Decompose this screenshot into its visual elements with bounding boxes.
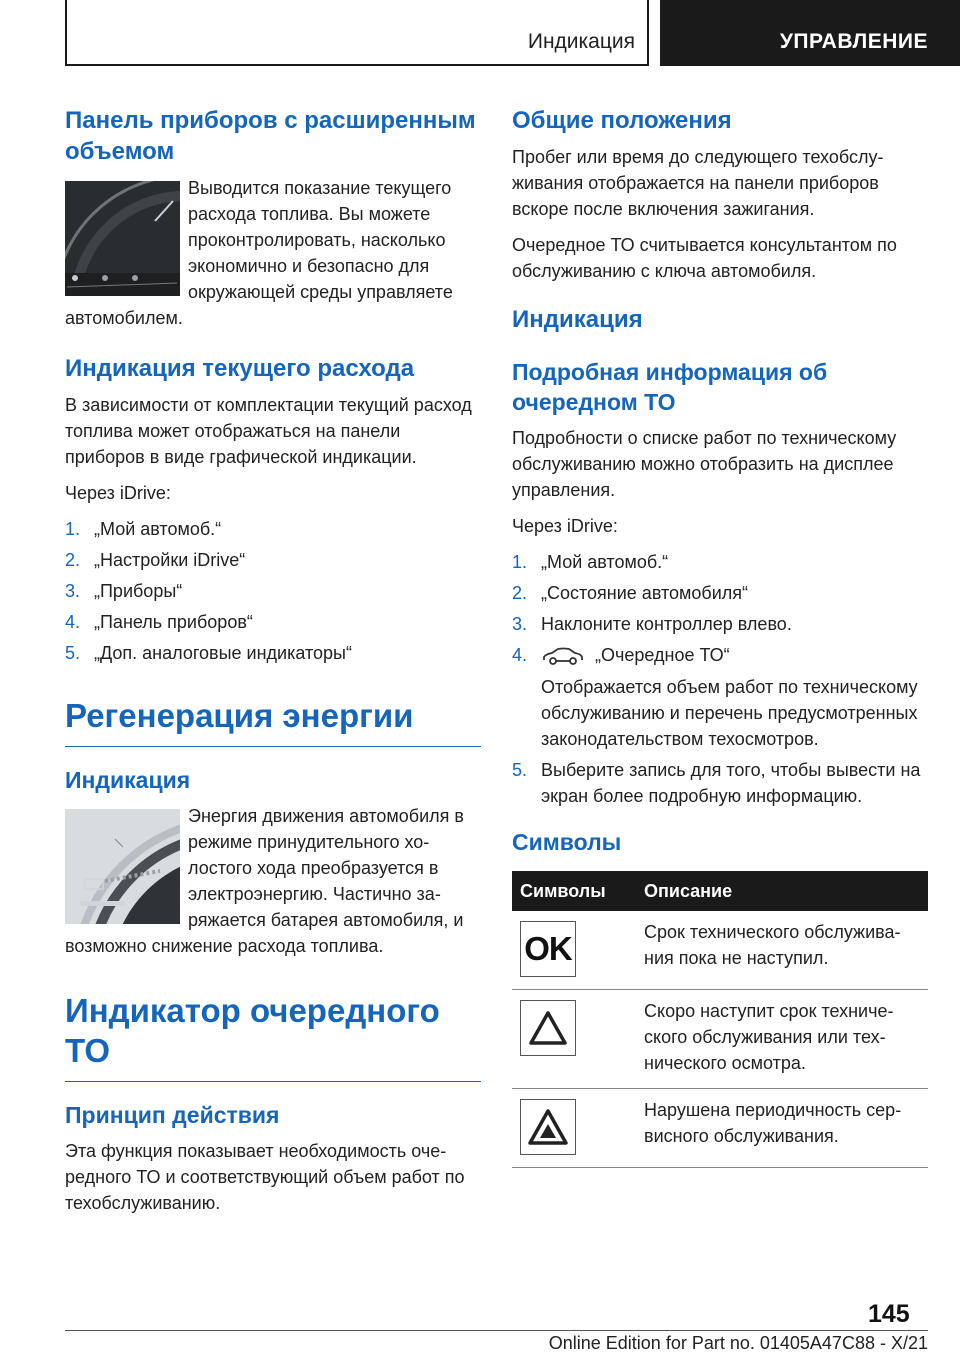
- idrive-label-right: Через iDrive:: [512, 516, 618, 536]
- header-chapter-tab: [660, 0, 960, 66]
- list-item: 5. Выберите запись для того, чтобы вывести на экран более подробную информацию.: [512, 760, 921, 806]
- ok-symbol-icon: OK: [520, 921, 576, 977]
- list-item: 5. „Доп. аналоговые индикаторы“: [65, 643, 352, 663]
- general-text-1: Пробег или время до следующего техобслуживания отображается на панели приборов вскоре после включения зажигания.: [512, 147, 884, 219]
- table-cell-description: Нарушена периодичность сервисного обслуживания.: [636, 1089, 928, 1168]
- table-header-description: Описание: [636, 871, 928, 911]
- section-title-indication: Индикация: [512, 306, 643, 333]
- header-section-title: Индикация: [527, 30, 635, 53]
- table-cell-description: Срок технического обслуживания пока не наступил.: [636, 911, 928, 990]
- table-cell-description: Скоро наступит срок технического обслуживания или технического осмотра.: [636, 990, 928, 1089]
- header-section-box: [65, 0, 649, 66]
- table-row: [512, 1089, 928, 1168]
- idrive-label: Через iDrive:: [65, 483, 171, 503]
- step-4-details: Отображается объем работ по техническому обслуживанию и перечень предусмотренных законодательством техосмотров.: [541, 677, 918, 749]
- table-row: [512, 990, 928, 1089]
- list-item: 2. „Настройки iDrive“: [65, 550, 246, 570]
- left-column: [65, 100, 481, 1226]
- service-principle-text: Эта функция показывает необходимость очередного ТО и соответствующий объем работ по техобслуживанию.: [65, 1141, 465, 1213]
- subheading-service-details: Подробная информация об очередном ТО: [512, 359, 828, 415]
- current-consumption-text: В зависимости от комплектации текущий расход топлива может отображаться на панели приборов в виде графической индикации.: [65, 395, 472, 467]
- service-details-text: Подробности о списке работ по техническому обслуживанию можно отобразить на дисплее управления.: [512, 428, 897, 500]
- extended-panel-text: Выводится показание текущего расхода топлива. Вы можете проконтролировать, насколько экономично и безопасно для окружающей среды управляете автомобилем.: [65, 178, 453, 328]
- header-chapter-title: УПРАВЛЕНИЕ: [779, 30, 928, 53]
- subheading-principle: Принцип действия: [65, 1102, 280, 1128]
- section-title-current-consumption: Индикация текущего расхода: [65, 355, 415, 382]
- general-text-2: Очередное ТО считывается консультантом по обслуживанию с ключа автомобиля.: [512, 235, 897, 281]
- list-item: 4. „Очередное ТО“ Отображается объем работ по техническому обслуживанию и перечень предусмотренных законодательством техосмотров.: [512, 642, 928, 752]
- triangle-alert-symbol-icon: [520, 1099, 576, 1155]
- table-header-symbols: Символы: [512, 871, 636, 911]
- footer-edition: Online Edition for Part no. 01405A47C88 - X/21: [548, 1333, 928, 1353]
- energy-regeneration-text: Энергия движения автомобиля в режиме принудительного холостого хода преобразуется в электроэнергию. Частично заряжается батарея автомобиля, и возможно снижение расхода топлива.: [65, 806, 464, 956]
- heading-energy-regeneration: Регенерация энергии: [65, 696, 481, 747]
- list-item: 3. „Приборы“: [65, 581, 183, 601]
- section-title-extended-panel: Панель приборов с расширенным объемом: [65, 107, 476, 165]
- car-service-icon: [541, 646, 585, 666]
- list-item: 4. „Панель приборов“: [65, 612, 253, 632]
- list-item: 3. Наклоните контроллер влево.: [512, 614, 792, 634]
- list-item: 1. „Мой автомоб.“: [512, 552, 669, 572]
- subheading-indication: Индикация: [65, 767, 191, 793]
- section-title-general: Общие положения: [512, 107, 732, 134]
- page-number: 145: [868, 1300, 910, 1328]
- right-steps-list: [512, 549, 928, 809]
- symbols-table: [512, 871, 928, 1168]
- right-column: [512, 100, 928, 1168]
- list-item: 2. „Состояние автомобиля“: [512, 583, 749, 603]
- footer-divider: [65, 1330, 928, 1331]
- left-steps-list: [65, 516, 481, 666]
- efficient-dynamics-gauge-image: [65, 809, 180, 924]
- list-item: 1. „Мой автомоб.“: [65, 519, 222, 539]
- instrument-cluster-image: [65, 181, 180, 296]
- subheading-symbols: Символы: [512, 829, 622, 855]
- heading-service-indicator: Индикатор очередного ТО: [65, 991, 481, 1082]
- triangle-symbol-icon: [520, 1000, 576, 1056]
- table-row: [512, 911, 928, 990]
